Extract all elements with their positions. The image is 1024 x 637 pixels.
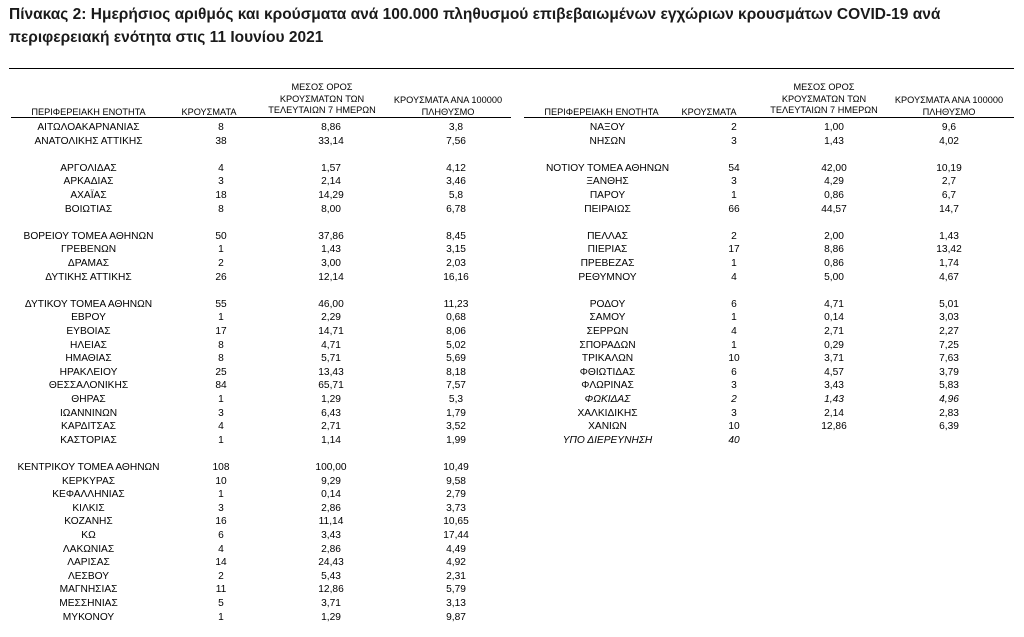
- per100k-cell: 10,49: [443, 462, 469, 473]
- avg7-cell: 2,29: [321, 312, 341, 324]
- table-row: [11, 488, 511, 501]
- per100k-cell: 7,63: [939, 353, 959, 365]
- per100k-cell: 4,12: [446, 162, 466, 174]
- cases-cell: 18: [215, 190, 227, 201]
- per100k-cell: 5,83: [939, 380, 959, 392]
- cases-cell: 8: [218, 353, 224, 365]
- cases-cell: 38: [215, 135, 227, 147]
- avg7-cell: 1,43: [321, 244, 341, 256]
- table-row: [11, 393, 511, 406]
- region-cell: ΗΡΑΚΛΕΙΟΥ: [59, 366, 118, 378]
- per100k-cell: 4,49: [446, 543, 466, 555]
- table-row: [11, 298, 511, 311]
- per100k-cell: 3,52: [446, 421, 466, 433]
- per100k-cell: 5,01: [939, 298, 959, 310]
- region-cell: ΣΕΡΡΩΝ: [586, 326, 629, 337]
- region-cell: ΚΕΝΤΡΙΚΟΥ ΤΟΜΕΑ ΑΘΗΝΩΝ: [17, 462, 160, 473]
- per100k-cell: 4,02: [939, 135, 959, 147]
- table-row: [524, 379, 1014, 392]
- region-cell: ΒΟΡΕΙΟΥ ΤΟΜΕΑ ΑΘΗΝΩΝ: [23, 230, 154, 242]
- table-row: [11, 203, 511, 216]
- table-row: [11, 529, 511, 542]
- cases-cell: 40: [728, 434, 740, 446]
- per100k-cell: 5,79: [446, 584, 466, 596]
- avg7-cell: 2,71: [321, 421, 341, 433]
- table-row: [524, 121, 1014, 134]
- region-cell: ΤΡΙΚΑΛΩΝ: [581, 353, 634, 365]
- table-row: [11, 271, 511, 284]
- region-cell: ΘΗΡΑΣ: [71, 394, 106, 405]
- cases-cell: 3: [218, 176, 224, 188]
- region-cell: ΓΡΕΒΕΝΩΝ: [60, 244, 117, 256]
- cases-cell: 1: [218, 312, 224, 324]
- per100k-cell: 5,02: [446, 339, 466, 351]
- avg7-cell: 0,86: [824, 190, 844, 201]
- per100k-cell: 3,15: [446, 244, 466, 256]
- cases-cell: 10: [728, 421, 740, 433]
- avg7-cell: 0,29: [824, 339, 844, 351]
- cases-cell: 1: [731, 190, 737, 201]
- cases-cell: 4: [218, 543, 224, 555]
- avg7-cell: 8,86: [321, 122, 341, 133]
- region-cell: ΔΥΤΙΚΟΥ ΤΟΜΕΑ ΑΘΗΝΩΝ: [24, 298, 153, 310]
- table-row: [11, 175, 511, 188]
- table-row: [524, 271, 1014, 284]
- avg7-cell: 4,29: [824, 176, 844, 188]
- avg7-cell: 5,00: [824, 271, 844, 283]
- cases-cell: 8: [218, 122, 224, 133]
- header-rule-right: [524, 117, 1014, 118]
- cases-cell: 3: [218, 502, 224, 514]
- cases-cell: 1: [218, 434, 224, 446]
- per100k-cell: 17,44: [443, 530, 469, 541]
- per100k-cell: 6,7: [941, 190, 957, 201]
- table-row: [11, 420, 511, 433]
- per100k-cell: 3,79: [939, 366, 959, 378]
- per100k-cell: 2,27: [939, 326, 959, 337]
- cases-cell: 6: [731, 298, 737, 310]
- table-row: [11, 189, 511, 202]
- region-cell: ΡΕΘΥΜΝΟΥ: [578, 271, 637, 283]
- avg7-cell: 1,43: [824, 394, 844, 405]
- region-cell: ΛΕΣΒΟΥ: [67, 570, 110, 582]
- cases-cell: 1: [218, 611, 224, 623]
- avg7-cell: 11,14: [318, 516, 344, 528]
- avg7-cell: 1,00: [824, 122, 844, 133]
- avg7-cell: 1,29: [321, 611, 341, 623]
- table-row: [524, 352, 1014, 365]
- header-avg7-right: ΜΕΣΟΣ ΟΡΟΣ ΚΡΟΥΣΜΑΤΩΝ ΤΩΝ ΤΕΛΕΥΤΑΙΩΝ 7 ΗΜΕΡΩΝ: [770, 82, 878, 115]
- region-cell: ΠΙΕΡΙΑΣ: [587, 244, 628, 256]
- table-row: [11, 230, 511, 243]
- region-cell: ΔΡΑΜΑΣ: [67, 258, 110, 269]
- cases-cell: 50: [215, 230, 227, 242]
- cases-cell: 25: [215, 366, 227, 378]
- table-row: [11, 502, 511, 515]
- avg7-cell: 5,71: [321, 353, 341, 365]
- region-cell: ΑΧΑΪΑΣ: [70, 190, 107, 201]
- table-row: [11, 162, 511, 175]
- per100k-cell: 1,79: [446, 407, 466, 419]
- per100k-cell: 4,96: [939, 394, 959, 405]
- cases-cell: 3: [731, 407, 737, 419]
- table-row: [11, 379, 511, 392]
- region-cell: ΜΑΓΝΗΣΙΑΣ: [59, 584, 118, 596]
- header-region-right: ΠΕΡΙΦΕΡΕΙΑΚΗ ΕΝΟΤΗΤΑ: [544, 107, 659, 117]
- header-cases-left: ΚΡΟΥΣΜΑΤΑ: [181, 107, 237, 117]
- table-row: [11, 515, 511, 528]
- region-cell: ΝΟΤΙΟΥ ΤΟΜΕΑ ΑΘΗΝΩΝ: [545, 162, 670, 174]
- per100k-cell: 3,46: [446, 176, 466, 188]
- header-cases-right: ΚΡΟΥΣΜΑΤΑ: [681, 107, 737, 117]
- table-row: [524, 407, 1014, 420]
- table-row: [524, 243, 1014, 256]
- cases-cell: 14: [215, 557, 227, 569]
- cases-cell: 6: [731, 366, 737, 378]
- region-cell: ΑΙΤΩΛΟΑΚΑΡΝΑΝΙΑΣ: [37, 122, 140, 133]
- table-row: [11, 583, 511, 596]
- table-row: [524, 311, 1014, 324]
- per100k-cell: 10,65: [443, 516, 469, 528]
- header-avg7-left: ΜΕΣΟΣ ΟΡΟΣ ΚΡΟΥΣΜΑΤΩΝ ΤΩΝ ΤΕΛΕΥΤΑΙΩΝ 7 ΗΜΕΡΩΝ: [268, 82, 376, 115]
- per100k-cell: 2,03: [446, 258, 466, 269]
- per100k-cell: 1,74: [939, 258, 959, 269]
- avg7-cell: 3,43: [824, 380, 844, 392]
- avg7-cell: 9,29: [321, 475, 341, 487]
- per100k-cell: 7,56: [446, 135, 466, 147]
- left-table-body: [11, 121, 511, 637]
- table-row: [524, 393, 1014, 406]
- region-cell: ΚΕΦΑΛΛΗΝΙΑΣ: [52, 489, 125, 501]
- per100k-cell: 4,92: [446, 557, 466, 569]
- cases-cell: 66: [728, 203, 740, 215]
- region-cell: ΚΑΣΤΟΡΙΑΣ: [60, 434, 117, 446]
- avg7-cell: 4,71: [321, 339, 341, 351]
- avg7-cell: 3,43: [321, 530, 341, 541]
- region-cell: ΡΟΔΟΥ: [589, 298, 626, 310]
- table-row: [524, 325, 1014, 338]
- region-cell: ΜΥΚΟΝΟΥ: [62, 611, 115, 623]
- per100k-cell: 14,7: [939, 203, 959, 215]
- table-row: [11, 556, 511, 569]
- avg7-cell: 44,57: [821, 203, 847, 215]
- per100k-cell: 3,03: [939, 312, 959, 324]
- header-rule-left: [11, 117, 511, 118]
- avg7-cell: 0,86: [824, 258, 844, 269]
- avg7-cell: 0,14: [824, 312, 844, 324]
- cases-cell: 5: [218, 598, 224, 609]
- per100k-cell: 0,68: [446, 312, 466, 324]
- avg7-cell: 2,14: [321, 176, 341, 188]
- region-cell: ΠΕΛΛΑΣ: [587, 230, 628, 242]
- region-cell: ΝΑΞΟΥ: [589, 122, 626, 133]
- cases-cell: 1: [731, 258, 737, 269]
- table-row: [11, 135, 511, 148]
- avg7-cell: 1,57: [321, 162, 341, 174]
- cases-cell: 3: [731, 176, 737, 188]
- avg7-cell: 12,86: [318, 584, 344, 596]
- avg7-cell: 33,14: [318, 135, 344, 147]
- cases-cell: 8: [218, 339, 224, 351]
- cases-cell: 4: [218, 162, 224, 174]
- cases-cell: 16: [215, 516, 227, 528]
- table-row: [524, 175, 1014, 188]
- per100k-cell: 2,83: [939, 407, 959, 419]
- table-row: [524, 420, 1014, 433]
- region-cell: ΔΥΤΙΚΗΣ ΑΤΤΙΚΗΣ: [45, 271, 132, 283]
- per100k-cell: 5,69: [446, 353, 466, 365]
- avg7-cell: 12,86: [821, 421, 847, 433]
- per100k-cell: 8,06: [446, 326, 466, 337]
- table-row: [11, 543, 511, 556]
- cases-cell: 2: [218, 258, 224, 269]
- cases-cell: 2: [218, 570, 224, 582]
- right-table-body: [524, 121, 1014, 461]
- region-cell: ΑΝΑΤΟΛΙΚΗΣ ΑΤΤΙΚΗΣ: [34, 135, 143, 147]
- cases-cell: 4: [731, 271, 737, 283]
- per100k-cell: 8,18: [446, 366, 466, 378]
- table-title: Πίνακας 2: Ημερήσιος αριθμός και κρούσματα ανά 100.000 πληθυσμού επιβεβαιωμένων εγχώριων κρουσμάτων COVID-19 ανά περιφερειακή ενότητα στις 11 Ιουνίου 2021: [9, 6, 941, 46]
- per100k-cell: 1,43: [939, 230, 959, 242]
- table-row: [11, 352, 511, 365]
- avg7-cell: 4,71: [824, 298, 844, 310]
- table-row: [524, 230, 1014, 243]
- per100k-cell: 7,57: [446, 380, 466, 392]
- cases-cell: 4: [731, 326, 737, 337]
- region-cell: ΑΡΚΑΔΙΑΣ: [63, 176, 114, 188]
- region-cell: ΦΩΚΙΔΑΣ: [584, 394, 631, 405]
- region-cell: ΠΑΡΟΥ: [589, 190, 626, 201]
- cases-cell: 26: [215, 271, 227, 283]
- table-row: [524, 189, 1014, 202]
- table-row: [524, 298, 1014, 311]
- cases-cell: 1: [218, 244, 224, 256]
- table-row: [524, 339, 1014, 352]
- avg7-cell: 3,71: [824, 353, 844, 365]
- region-cell: ΝΗΣΩΝ: [589, 135, 626, 147]
- region-cell: ΠΕΙΡΑΙΩΣ: [584, 203, 631, 215]
- table-row: [11, 475, 511, 488]
- header-region-left: ΠΕΡΙΦΕΡΕΙΑΚΗ ΕΝΟΤΗΤΑ: [31, 107, 146, 117]
- region-cell: ΗΜΑΘΙΑΣ: [65, 353, 112, 365]
- cases-cell: 108: [212, 462, 230, 473]
- region-cell: ΙΩΑΝΝΙΝΩΝ: [59, 407, 118, 419]
- table-row: [11, 434, 511, 447]
- avg7-cell: 14,29: [318, 190, 344, 201]
- avg7-cell: 42,00: [821, 162, 847, 174]
- region-cell: ΚΟΖΑΝΗΣ: [64, 516, 113, 528]
- per100k-cell: 10,19: [936, 162, 962, 174]
- avg7-cell: 65,71: [318, 380, 344, 392]
- header-per100k-right: ΚΡΟΥΣΜΑΤΑ ΑΝΑ 100000 ΠΛΗΘΥΣΜΟ: [894, 95, 1004, 117]
- avg7-cell: 8,00: [321, 203, 341, 215]
- region-cell: ΜΕΣΣΗΝΙΑΣ: [59, 598, 118, 609]
- table-row: [11, 461, 511, 474]
- table-row: [524, 434, 1014, 447]
- per100k-cell: 6,78: [446, 203, 466, 215]
- cases-cell: 17: [728, 244, 740, 256]
- cases-cell: 10: [728, 353, 740, 365]
- table-row: [11, 339, 511, 352]
- per100k-cell: 2,7: [941, 176, 957, 188]
- avg7-cell: 2,14: [824, 407, 844, 419]
- avg7-cell: 4,57: [824, 366, 844, 378]
- table-row: [11, 407, 511, 420]
- per100k-cell: 13,42: [936, 244, 962, 256]
- cases-cell: 3: [731, 135, 737, 147]
- per100k-cell: 11,23: [443, 298, 469, 310]
- per100k-cell: 5,3: [448, 394, 464, 405]
- avg7-cell: 100,00: [315, 462, 347, 473]
- avg7-cell: 12,14: [318, 271, 344, 283]
- cases-cell: 1: [731, 312, 737, 324]
- per100k-cell: 16,16: [443, 271, 469, 283]
- table-row: [11, 121, 511, 134]
- region-cell: ΑΡΓΟΛΙΔΑΣ: [60, 162, 117, 174]
- cases-cell: 55: [215, 298, 227, 310]
- cases-cell: 1: [218, 394, 224, 405]
- table-row: [11, 243, 511, 256]
- region-cell: ΗΛΕΙΑΣ: [70, 339, 107, 351]
- per100k-cell: 8,45: [446, 230, 466, 242]
- region-cell: ΚΙΛΚΙΣ: [72, 502, 105, 514]
- avg7-cell: 3,00: [321, 258, 341, 269]
- table-row: [11, 257, 511, 270]
- table-row: [524, 203, 1014, 216]
- cases-cell: 2: [731, 230, 737, 242]
- avg7-cell: 1,29: [321, 394, 341, 405]
- region-cell: ΦΘΙΩΤΙΔΑΣ: [579, 366, 636, 378]
- table-row: [11, 311, 511, 324]
- avg7-cell: 2,86: [321, 543, 341, 555]
- per100k-cell: 9,58: [446, 475, 466, 487]
- region-cell: ΦΛΩΡΙΝΑΣ: [581, 380, 634, 392]
- per100k-cell: 9,6: [941, 122, 957, 133]
- avg7-cell: 24,43: [318, 557, 344, 569]
- cases-cell: 84: [215, 380, 227, 392]
- cases-cell: 2: [731, 122, 737, 133]
- region-cell: ΧΑΝΙΩΝ: [588, 421, 627, 433]
- per100k-cell: 5,8: [448, 190, 464, 201]
- region-cell: ΞΑΝΘΗΣ: [586, 176, 629, 188]
- region-cell: ΥΠΟ ΔΙΕΡΕΥΝΗΣΗ: [562, 434, 653, 446]
- avg7-cell: 37,86: [318, 230, 344, 242]
- table-row: [11, 597, 511, 610]
- region-cell: ΚΕΡΚΥΡΑΣ: [61, 475, 116, 487]
- region-cell: ΛΑΡΙΣΑΣ: [67, 557, 110, 569]
- avg7-cell: 1,14: [321, 434, 341, 446]
- table-row: [524, 135, 1014, 148]
- avg7-cell: 6,43: [321, 407, 341, 419]
- avg7-cell: 1,43: [824, 135, 844, 147]
- cases-cell: 6: [218, 530, 224, 541]
- region-cell: ΣΠΟΡΑΔΩΝ: [579, 339, 636, 351]
- table-row: [524, 366, 1014, 379]
- avg7-cell: 46,00: [318, 298, 344, 310]
- per100k-cell: 3,8: [448, 122, 464, 133]
- avg7-cell: 8,86: [824, 244, 844, 256]
- region-cell: ΕΥΒΟΙΑΣ: [66, 326, 111, 337]
- per100k-cell: 2,31: [446, 570, 466, 582]
- per100k-cell: 3,13: [446, 598, 466, 609]
- cases-cell: 2: [731, 394, 737, 405]
- per100k-cell: 3,73: [446, 502, 466, 514]
- region-cell: ΒΟΙΩΤΙΑΣ: [64, 203, 113, 215]
- region-cell: ΕΒΡΟΥ: [71, 312, 106, 324]
- region-cell: ΣΑΜΟΥ: [589, 312, 626, 324]
- avg7-cell: 5,43: [321, 570, 341, 582]
- cases-cell: 54: [728, 162, 740, 174]
- region-cell: ΘΕΣΣΑΛΟΝΙΚΗΣ: [48, 380, 129, 392]
- per100k-cell: 4,67: [939, 271, 959, 283]
- cases-cell: 17: [215, 326, 227, 337]
- per100k-cell: 6,39: [939, 421, 959, 433]
- avg7-cell: 0,14: [321, 489, 341, 501]
- region-cell: ΧΑΛΚΙΔΙΚΗΣ: [577, 407, 638, 419]
- cases-cell: 10: [215, 475, 227, 487]
- cases-cell: 1: [218, 489, 224, 501]
- region-cell: ΚΑΡΔΙΤΣΑΣ: [61, 421, 116, 433]
- cases-cell: 4: [218, 421, 224, 433]
- cases-cell: 8: [218, 203, 224, 215]
- table-row: [11, 366, 511, 379]
- cases-cell: 3: [218, 407, 224, 419]
- avg7-cell: 13,43: [318, 366, 344, 378]
- table-row: [11, 570, 511, 583]
- cases-cell: 3: [731, 380, 737, 392]
- per100k-cell: 7,25: [939, 339, 959, 351]
- table-row: [524, 257, 1014, 270]
- avg7-cell: 2,71: [824, 326, 844, 337]
- cases-cell: 11: [215, 584, 227, 596]
- table-row: [11, 611, 511, 624]
- table-row: [11, 325, 511, 338]
- region-cell: ΚΩ: [81, 530, 96, 541]
- table-row: [524, 162, 1014, 175]
- region-cell: ΠΡΕΒΕΖΑΣ: [580, 258, 635, 269]
- avg7-cell: 2,86: [321, 502, 341, 514]
- cases-cell: 1: [731, 339, 737, 351]
- avg7-cell: 2,00: [824, 230, 844, 242]
- header-per100k-left: ΚΡΟΥΣΜΑΤΑ ΑΝΑ 100000 ΠΛΗΘΥΣΜΟ: [393, 95, 503, 117]
- avg7-cell: 3,71: [321, 598, 341, 609]
- per100k-cell: 1,99: [446, 434, 466, 446]
- region-cell: ΛΑΚΩΝΙΑΣ: [62, 543, 115, 555]
- per100k-cell: 2,79: [446, 489, 466, 501]
- avg7-cell: 14,71: [318, 326, 344, 337]
- table-top-rule: [9, 68, 1014, 69]
- per100k-cell: 9,87: [446, 611, 466, 623]
